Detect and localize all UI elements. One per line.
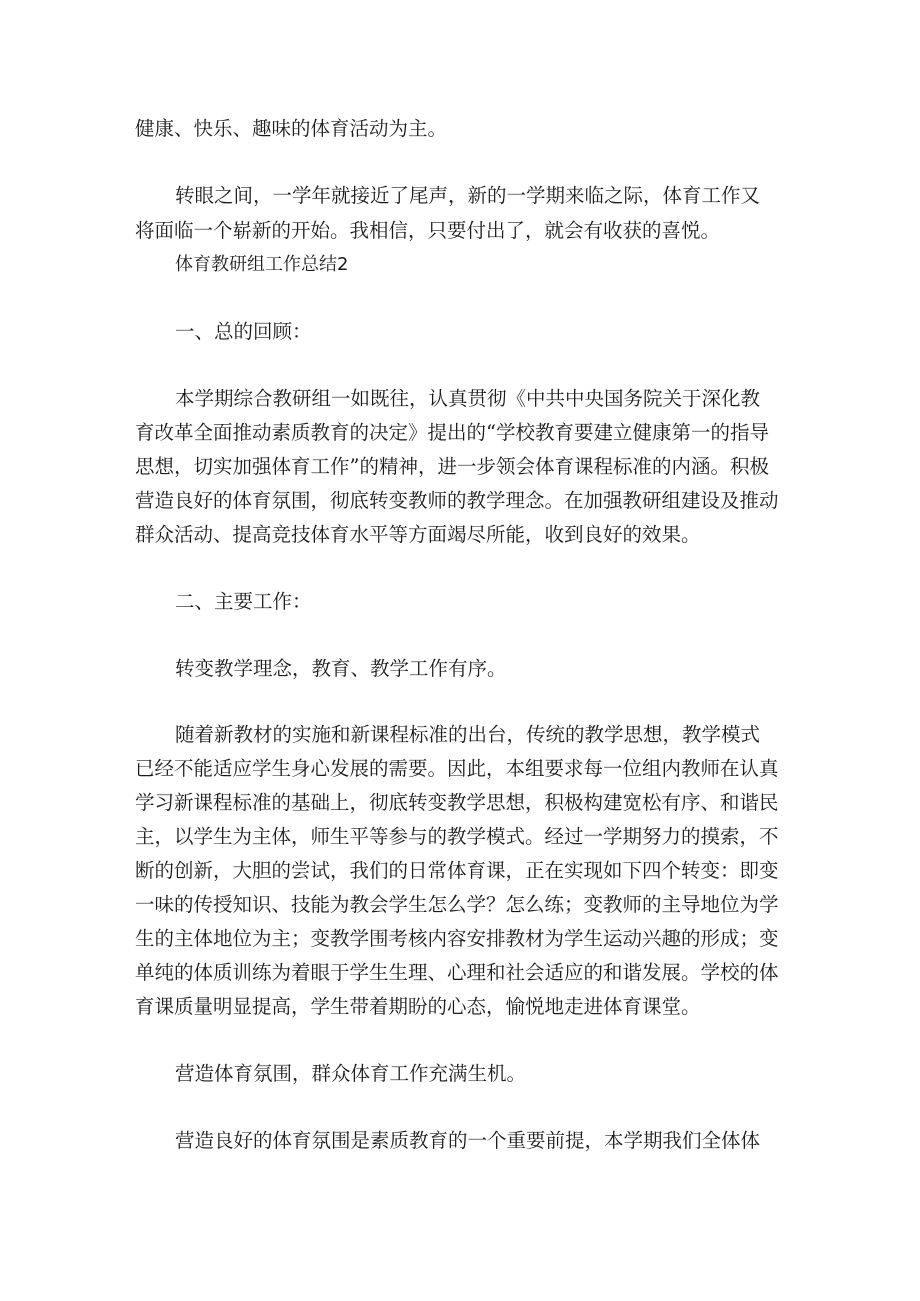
- paragraph-line: 群众活动、提高竞技体育水平等方面竭尽所能，收到良好的效果。: [135, 523, 701, 546]
- paragraph-line: 学习新课程标准的基础上，彻底转变教学思想，积极构建宽松有序、和谐民: [135, 791, 779, 814]
- paragraph-line: 一味的传授知识、技能为教会学生怎么学？怎么练；变教师的主导地位为学: [135, 893, 779, 916]
- paragraph-line: 转眼之间，一学年就接近了尾声，新的一学期来临之际，体育工作又: [175, 184, 761, 207]
- paragraph-line: 育改革全面推动素质教育的决定》提出的“学校教育要建立健康第一的指导: [135, 421, 769, 444]
- paragraph-line: 营造良好的体育氛围是素质教育的一个重要前提，本学期我们全体体: [175, 1129, 761, 1152]
- paragraph-line: 健康、快乐、趣味的体育活动为主。: [135, 117, 448, 140]
- subheading: 营造体育氛围，群众体育工作充满生机。: [175, 1062, 527, 1085]
- paragraph-line: 营造良好的体育氛围，彻底转变教师的教学理念。在加强教研组建设及推动: [135, 489, 779, 512]
- paragraph-line: 单纯的体质训练为着眼于学生生理、心理和社会适应的和谐发展。学校的体: [135, 961, 779, 984]
- heading-main-work: 二、主要工作：: [175, 590, 312, 613]
- paragraph-line: 断的创新，大胆的尝试，我们的日常体育课，正在实现如下四个转变：即变: [135, 859, 779, 882]
- paragraph-line: 已经不能适应学生身心发展的需要。因此，本组要求每一位组内教师在认真: [135, 757, 779, 780]
- paragraph-line: 育课质量明显提高，学生带着期盼的心态，愉悦地走进体育课堂。: [135, 995, 701, 1018]
- section-title: 体育教研组工作总结2: [175, 254, 349, 275]
- paragraph-line: 思想，切实加强体育工作”的精神，进一步领会体育课程标准的内涵。积极: [135, 455, 769, 478]
- paragraph-line: 主，以学生为主体，师生平等参与的教学模式。经过一学期努力的摸索，不: [135, 825, 779, 848]
- paragraph-line: 本学期综合教研组一如既往，认真贯彻《中共中央国务院关于深化教: [175, 387, 761, 410]
- subheading: 转变教学理念，教育、教学工作有序。: [175, 657, 507, 680]
- paragraph-line: 将面临一个崭新的开始。我相信，只要付出了，就会有收获的喜悦。: [135, 219, 721, 242]
- paragraph-line: 生的主体地位为主；变教学围考核内容安排教材为学生运动兴趣的形成；变: [135, 927, 779, 950]
- heading-review: 一、总的回顾：: [175, 320, 312, 343]
- paragraph-line: 随着新教材的实施和新课程标准的出台，传统的教学思想，教学模式: [175, 723, 761, 746]
